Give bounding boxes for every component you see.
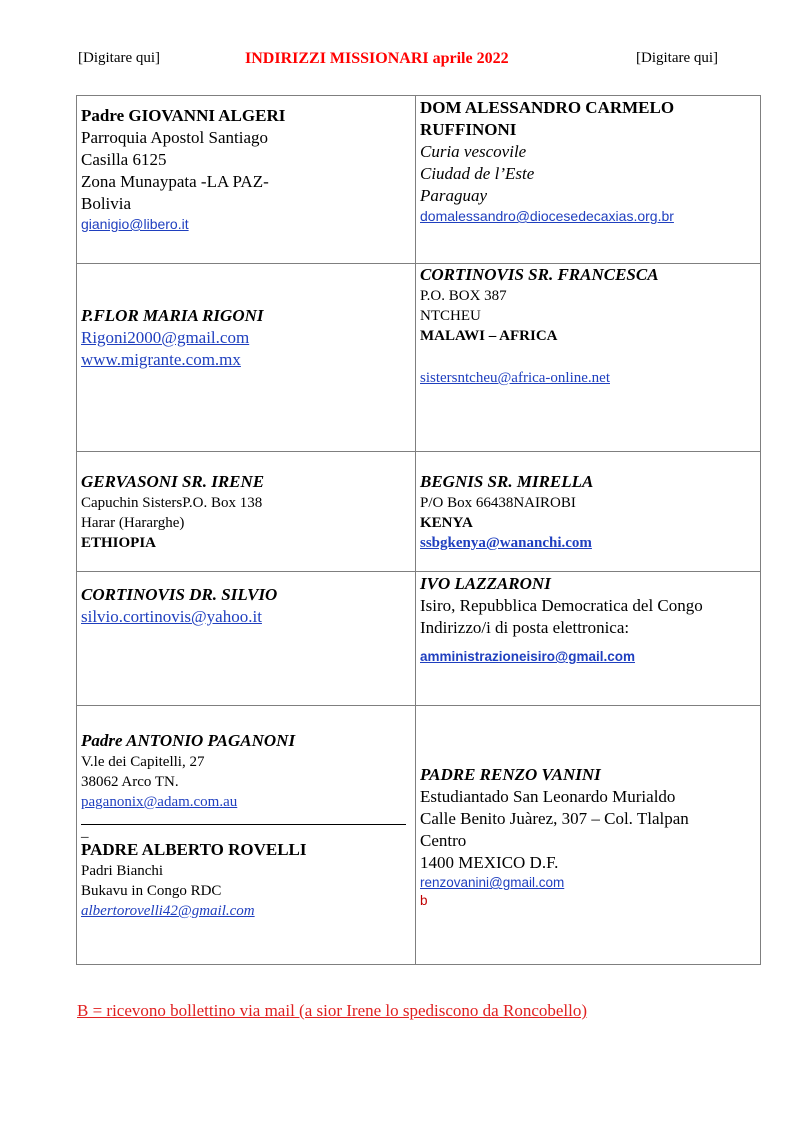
contact-name: GERVASONI SR. IRENE xyxy=(81,472,265,491)
table-row xyxy=(77,452,761,572)
address-line: Casilla 6125 xyxy=(81,150,167,169)
address-line: V.le dei Capitelli, 27 xyxy=(81,754,205,770)
contact-name: IVO LAZZARONI xyxy=(420,574,551,593)
bulletin-mark: b xyxy=(420,893,428,908)
address-line: Bolivia xyxy=(81,194,132,213)
page-title: INDIRIZZI MISSIONARI aprile 2022 xyxy=(245,50,509,67)
address-line: NTCHEU xyxy=(420,308,481,324)
address-line: Curia vescovile xyxy=(420,142,527,161)
address-line: Parroquia Apostol Santiago xyxy=(81,128,268,147)
email-link[interactable]: domalessandro@diocesedecaxias.org.br xyxy=(420,208,674,224)
contact-name: BEGNIS SR. MIRELLA xyxy=(420,472,594,491)
email-link[interactable]: renzovanini@gmail.com xyxy=(420,875,565,890)
email-link[interactable]: ssbgkenya@wananchi.com xyxy=(420,535,592,551)
address-cell-cortinovis-silvio xyxy=(77,572,416,706)
address-line: Bukavu in Congo RDC xyxy=(81,883,222,899)
email-link[interactable]: paganonix@adam.com.au xyxy=(81,794,238,810)
email-link[interactable]: Rigoni2000@gmail.com xyxy=(81,328,250,347)
address-line: Paraguay xyxy=(420,186,488,205)
address-line: Padri Bianchi xyxy=(81,863,164,879)
email-link[interactable]: gianigio@libero.it xyxy=(81,216,189,232)
contact-name: Padre GIOVANNI ALGERI xyxy=(81,106,286,125)
address-line: Estudiantado San Leonardo Murialdo xyxy=(420,787,676,806)
address-cell-lazzaroni xyxy=(416,572,761,706)
address-line: 38062 Arco TN. xyxy=(81,774,179,790)
address-cell-begnis xyxy=(416,452,761,572)
address-cell-paganoni-rovelli xyxy=(77,706,416,965)
table-row xyxy=(77,572,761,706)
table-row xyxy=(77,706,761,965)
header-right-placeholder: [Digitare qui] xyxy=(636,50,719,66)
addresses-table xyxy=(76,95,761,965)
address-line: Capuchin SistersP.O. Box 138 xyxy=(81,495,263,511)
header-left-placeholder: [Digitare qui] xyxy=(78,50,161,66)
email-link[interactable]: sistersntcheu@africa-online.net xyxy=(420,370,610,386)
email-link[interactable]: amministrazioneisiro@gmail.com xyxy=(420,649,635,664)
address-cell-cortinovis-francesca xyxy=(416,264,761,452)
footer-note: B = ricevono bollettino via mail (a sior Irene lo spediscono da Roncobello) xyxy=(77,1001,588,1020)
contact-name: PADRE ALBERTO ROVELLI xyxy=(81,840,307,859)
contact-name: RUFFINONI xyxy=(420,120,517,139)
address-cell-algeri xyxy=(77,96,416,264)
address-cell-rigoni xyxy=(77,264,416,452)
country-label: KENYA xyxy=(420,515,473,531)
address-line: Ciudad de l’Este xyxy=(420,164,535,183)
contact-name: Padre ANTONIO PAGANONI xyxy=(81,731,296,750)
contact-name: PADRE RENZO VANINI xyxy=(420,765,601,784)
email-link[interactable]: albertorovelli42@gmail.com xyxy=(81,903,255,919)
table-row xyxy=(77,96,761,264)
contact-name: CORTINOVIS SR. FRANCESCA xyxy=(420,265,659,284)
country-label: MALAWI – AFRICA xyxy=(420,328,558,344)
address-line: P/O Box 66438NAIROBI xyxy=(420,495,576,511)
contact-name: P.FLOR MARIA RIGONI xyxy=(81,306,264,325)
underscore-mark: _ xyxy=(81,824,89,840)
address-line: Zona Munaypata -LA PAZ- xyxy=(81,172,269,191)
address-cell-vanini xyxy=(416,706,761,965)
email-link[interactable]: silvio.cortinovis@yahoo.it xyxy=(81,607,262,626)
website-link[interactable]: www.migrante.com.mx xyxy=(81,350,241,369)
address-line: Harar (Hararghe) xyxy=(81,515,185,531)
address-line: Centro xyxy=(420,831,467,850)
country-label: ETHIOPIA xyxy=(81,535,157,551)
address-line: 1400 MEXICO D.F. xyxy=(420,853,559,872)
table-row xyxy=(77,264,761,452)
address-line: Calle Benito Juàrez, 307 – Col. Tlalpan xyxy=(420,809,689,828)
address-line: P.O. BOX 387 xyxy=(420,288,507,304)
contact-name: CORTINOVIS DR. SILVIO xyxy=(81,585,278,604)
address-line: Indirizzo/i di posta elettronica: xyxy=(420,618,630,637)
address-cell-gervasoni xyxy=(77,452,416,572)
address-cell-ruffinoni xyxy=(416,96,761,264)
address-line: Isiro, Repubblica Democratica del Congo xyxy=(420,596,703,615)
contact-name: DOM ALESSANDRO CARMELO xyxy=(420,98,675,117)
